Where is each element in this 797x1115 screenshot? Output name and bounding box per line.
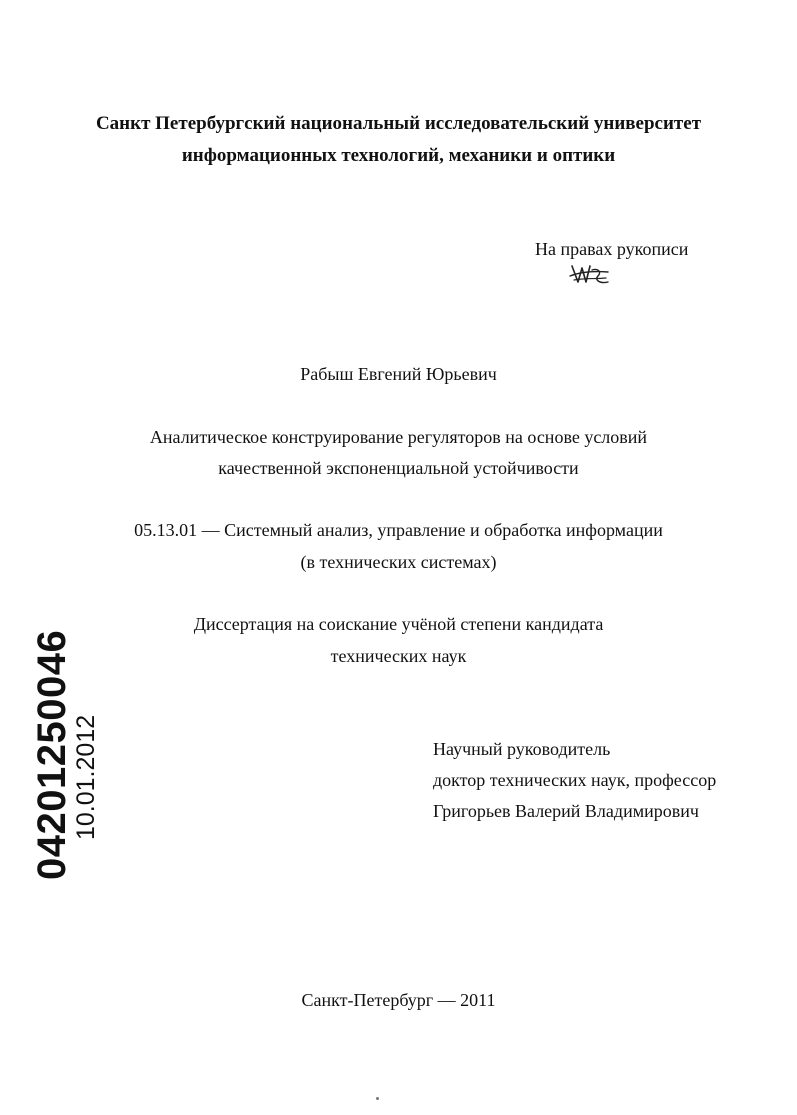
specialty-line-2: (в технических системах)	[300, 552, 497, 572]
archive-date-stamp: 10.01.2012	[72, 714, 100, 840]
supervisor-rank: доктор технических наук, профессор	[433, 770, 717, 790]
university-line-1: Санкт Петербургский национальный исследовательский университет	[95, 113, 702, 134]
degree-line-2: технических наук	[330, 646, 467, 666]
degree-line-1: Диссертация на соискание учёной степени кандидата	[193, 614, 604, 634]
supervisor-role: Научный руководитель	[433, 739, 611, 759]
thesis-title-line-2: качественной экспоненциальной устойчивости	[218, 458, 579, 478]
scan-mark	[376, 1097, 379, 1100]
specialty-line-1: 05.13.01 — Системный анализ, управление и обработка информации	[134, 520, 663, 540]
thesis-title-line-1: Аналитическое конструирование регуляторов на основе условий	[149, 427, 648, 447]
manuscript-rights-label: На правах рукописи	[535, 239, 689, 259]
supervisor-name: Григорьев Валерий Владимирович	[433, 801, 699, 821]
archive-code-stamp: 04201250046	[30, 629, 74, 880]
university-line-2: информационных технологий, механики и оптики	[181, 145, 616, 166]
author-name: Рабыш Евгений Юрьевич	[300, 364, 497, 384]
city-year: Санкт-Петербург — 2011	[301, 990, 496, 1010]
signature-image	[568, 262, 612, 288]
